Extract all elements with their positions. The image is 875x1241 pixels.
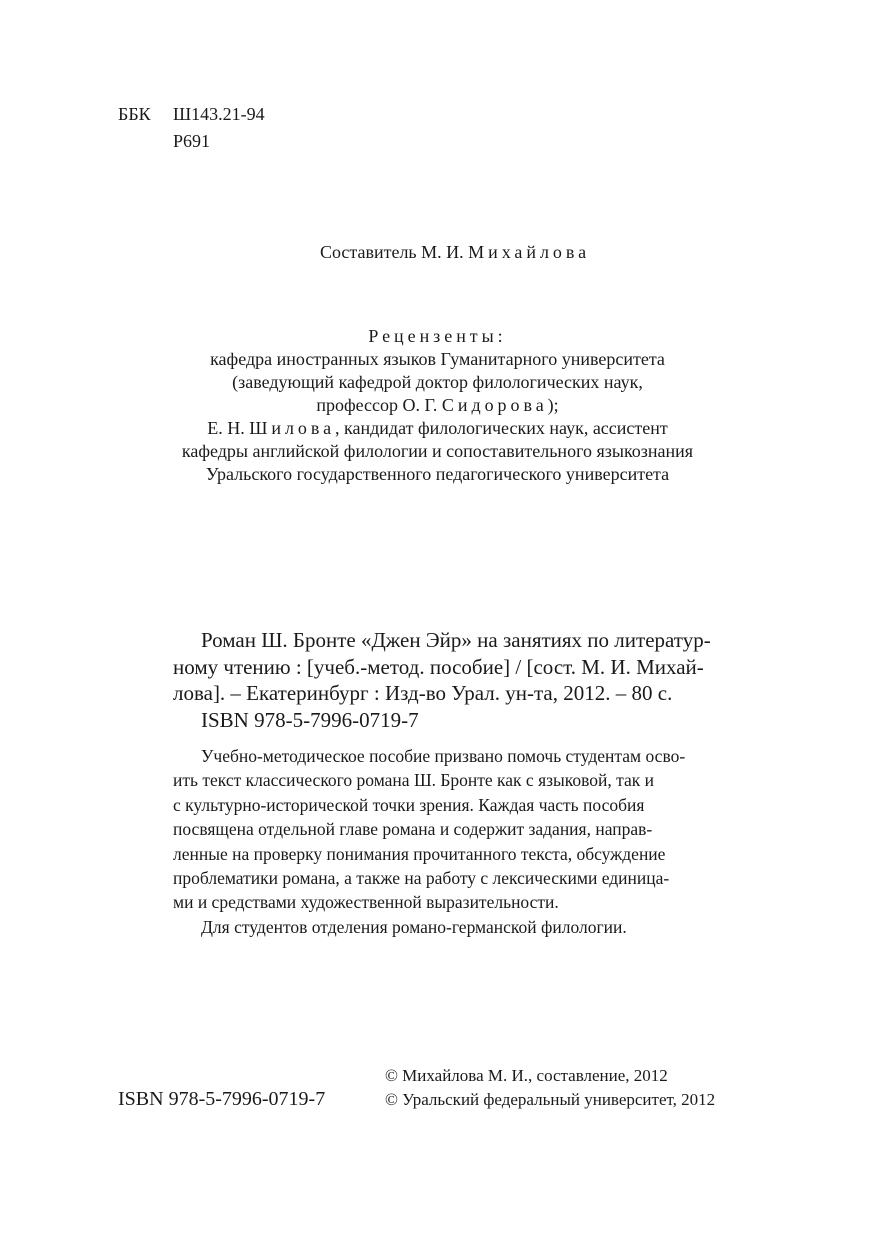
reviewer-suffix: , кандидат филологических наук, ассистент bbox=[335, 418, 668, 438]
reviewers-line: Уральского государственного педагогического университета bbox=[205, 464, 670, 484]
reviewers-heading: Рецензенты: bbox=[368, 326, 507, 346]
reviewer-title: профессор О. Г. bbox=[316, 395, 438, 415]
reviewers-line: (заведующий кафедрой доктор филологических наук, bbox=[232, 372, 643, 392]
isbn: ISBN 978-5-7996-0719-7 bbox=[118, 1088, 326, 1110]
bib-line: Роман Ш. Бронте «Джен Эйр» на занятиях по литератур- bbox=[201, 628, 711, 652]
reviewer-name: Шилова bbox=[249, 418, 336, 438]
reviewers-line bbox=[0, 417, 875, 440]
bib-isbn: ISBN 978-5-7996-0719-7 bbox=[201, 707, 419, 732]
annotation-line: проблематики романа, а также на работу с лексическими единица- bbox=[173, 868, 670, 888]
bbk-code: Ш143.21-94 bbox=[173, 104, 265, 124]
reviewer-initials: Е. Н. bbox=[207, 418, 245, 438]
annotation-line: с культурно-исторической точки зрения. Каждая часть пособия bbox=[173, 794, 645, 815]
annotation-line: посвящена отдельной главе романа и содержит задания, направ- bbox=[173, 819, 653, 840]
annotation-line: ми и средствами художественной выразительности. bbox=[173, 892, 559, 913]
annotation-line: Учебно-методическое пособие призвано помочь студентам осво- bbox=[201, 746, 686, 766]
copyright-university: © Уральский федеральный университет, 2012 bbox=[385, 1090, 716, 1109]
reviewer-name: Сидорова bbox=[441, 395, 548, 415]
annotation-line: ить текст классического романа Ш. Бронте как с языковой, так и bbox=[173, 770, 655, 791]
bib-line: лова]. – Екатеринбург : Изд-во Урал. ун-та, 2012. – 80 с. bbox=[173, 681, 673, 705]
reviewers-line: кафедра иностранных языков Гуманитарного университета bbox=[210, 349, 665, 369]
copyright-compiler: © Михайлова М. И., составление, 2012 bbox=[385, 1066, 668, 1085]
annotation-audience: Для студентов отделения романо-германской филологии. bbox=[201, 916, 627, 937]
bib-line: ному чтению : [учеб.-метод. пособие] / [сост. М. И. Михай- bbox=[173, 654, 704, 679]
reviewers-block bbox=[0, 325, 875, 486]
compiler-prefix: Составитель М. И. bbox=[319, 242, 464, 262]
compiler-line bbox=[0, 242, 875, 263]
annotation-line: ленные на проверку понимания прочитанного текста, обсуждение bbox=[173, 843, 666, 864]
compiler-name: Михайлова bbox=[468, 242, 591, 262]
reviewers-line bbox=[0, 394, 875, 417]
bbk-label: ББК bbox=[118, 104, 151, 124]
reviewers-line: кафедры английской филологии и сопоставительного языкознания bbox=[181, 441, 694, 461]
reviewer-suffix: ); bbox=[547, 395, 559, 415]
author-mark: Р691 bbox=[173, 131, 211, 151]
